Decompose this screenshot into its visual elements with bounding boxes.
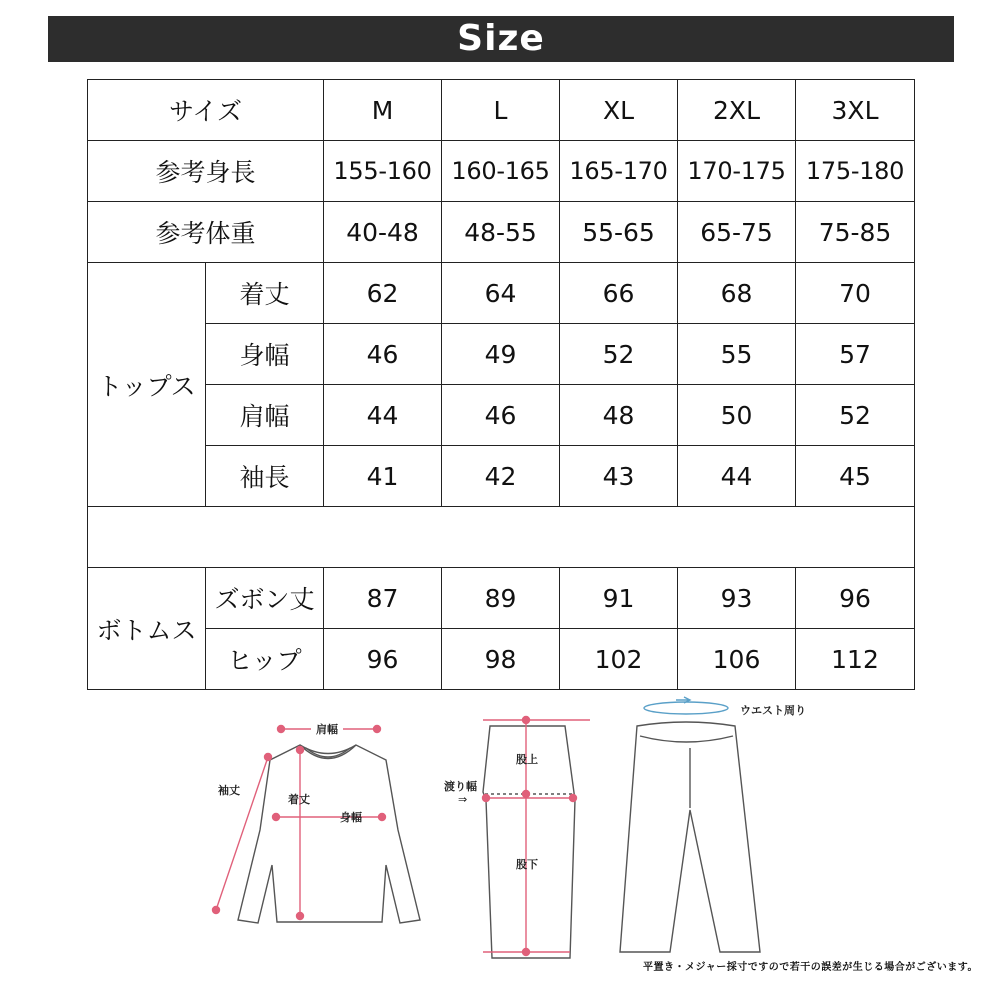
table-cell: 44 — [678, 446, 796, 507]
table-cell: 40-48 — [324, 202, 442, 263]
row-label: 参考身長 — [88, 141, 324, 202]
size-header-label: サイズ — [88, 80, 324, 141]
table-cell: 44 — [324, 385, 442, 446]
row-label: 着丈 — [206, 263, 324, 324]
table-cell: 46 — [324, 324, 442, 385]
table-cell: 55 — [678, 324, 796, 385]
table-cell: 41 — [324, 446, 442, 507]
size-header-cell: 2XL — [678, 80, 796, 141]
table-cell: 64 — [442, 263, 560, 324]
table-cell: 106 — [678, 629, 796, 690]
row-label: ズボン丈 — [206, 568, 324, 629]
shirt-diagram — [238, 745, 420, 923]
table-cell: 96 — [324, 629, 442, 690]
row-label: 袖長 — [206, 446, 324, 507]
tops-row — [88, 263, 915, 324]
height-row — [88, 141, 915, 202]
tops-group-label: トップス — [88, 263, 206, 507]
table-cell: 43 — [560, 446, 678, 507]
sleeve-label: 袖丈 — [218, 784, 240, 797]
table-cell: 87 — [324, 568, 442, 629]
inseam-label: 股下 — [516, 858, 538, 871]
table-cell: 46 — [442, 385, 560, 446]
pants-waistband — [640, 736, 733, 742]
table-cell: 170-175 — [678, 141, 796, 202]
row-label: 身幅 — [206, 324, 324, 385]
table-cell: 112 — [796, 629, 915, 690]
measurement-note: 平置き・メジャー採寸ですので若干の誤差が生じる場合がございます。 — [643, 962, 978, 973]
weight-row — [88, 202, 915, 263]
row-label: ヒップ — [206, 629, 324, 690]
table-cell: 155-160 — [324, 141, 442, 202]
bottoms-row — [88, 629, 915, 690]
table-cell: 66 — [560, 263, 678, 324]
table-cell: 52 — [796, 385, 915, 446]
measurement-diagrams — [0, 690, 1000, 1000]
size-header-cell: M — [324, 80, 442, 141]
table-cell: 91 — [560, 568, 678, 629]
tops-row — [88, 446, 915, 507]
tops-row — [88, 385, 915, 446]
shoulder-label: 肩幅 — [316, 723, 338, 736]
table-cell: 49 — [442, 324, 560, 385]
table-cell: 57 — [796, 324, 915, 385]
size-header-row — [88, 80, 915, 141]
table-cell: 68 — [678, 263, 796, 324]
table-cell: 75-85 — [796, 202, 915, 263]
table-cell: 65-75 — [678, 202, 796, 263]
table-cell: 98 — [442, 629, 560, 690]
chest-label: 身幅 — [340, 811, 362, 824]
table-cell: 45 — [796, 446, 915, 507]
title-banner: Size — [48, 16, 954, 62]
row-label: 肩幅 — [206, 385, 324, 446]
table-cell: 175-180 — [796, 141, 915, 202]
table-cell: 42 — [442, 446, 560, 507]
table-cell: 102 — [560, 629, 678, 690]
table-cell: 93 — [678, 568, 796, 629]
thigh-label: 渡り幅 — [444, 780, 477, 793]
rise-label: 股上 — [516, 753, 538, 766]
length-label: 着丈 — [288, 793, 310, 806]
bottoms-group-label: ボトムス — [88, 568, 206, 690]
table-cell: 160-165 — [442, 141, 560, 202]
bottoms-row — [88, 568, 915, 629]
thigh-arrow-icon: ⇒ — [458, 793, 468, 806]
waist-loop-icon — [644, 697, 728, 714]
table-cell: 50 — [678, 385, 796, 446]
size-table — [87, 79, 915, 690]
shirt-collar-inner — [306, 748, 350, 757]
table-cell: 55-65 — [560, 202, 678, 263]
size-header-cell: 3XL — [796, 80, 915, 141]
table-cell: 62 — [324, 263, 442, 324]
spacer-cell — [88, 507, 915, 568]
table-cell: 48 — [560, 385, 678, 446]
tops-row — [88, 324, 915, 385]
waist-label: ウエスト周り — [740, 704, 806, 717]
pants-front-diagram — [620, 722, 760, 952]
row-label: 参考体重 — [88, 202, 324, 263]
spacer-row — [88, 507, 915, 568]
table-cell: 96 — [796, 568, 915, 629]
size-header-cell: L — [442, 80, 560, 141]
shirt-outline — [238, 745, 420, 923]
table-cell: 89 — [442, 568, 560, 629]
table-cell: 165-170 — [560, 141, 678, 202]
table-cell: 52 — [560, 324, 678, 385]
size-header-cell: XL — [560, 80, 678, 141]
table-cell: 48-55 — [442, 202, 560, 263]
table-cell: 70 — [796, 263, 915, 324]
